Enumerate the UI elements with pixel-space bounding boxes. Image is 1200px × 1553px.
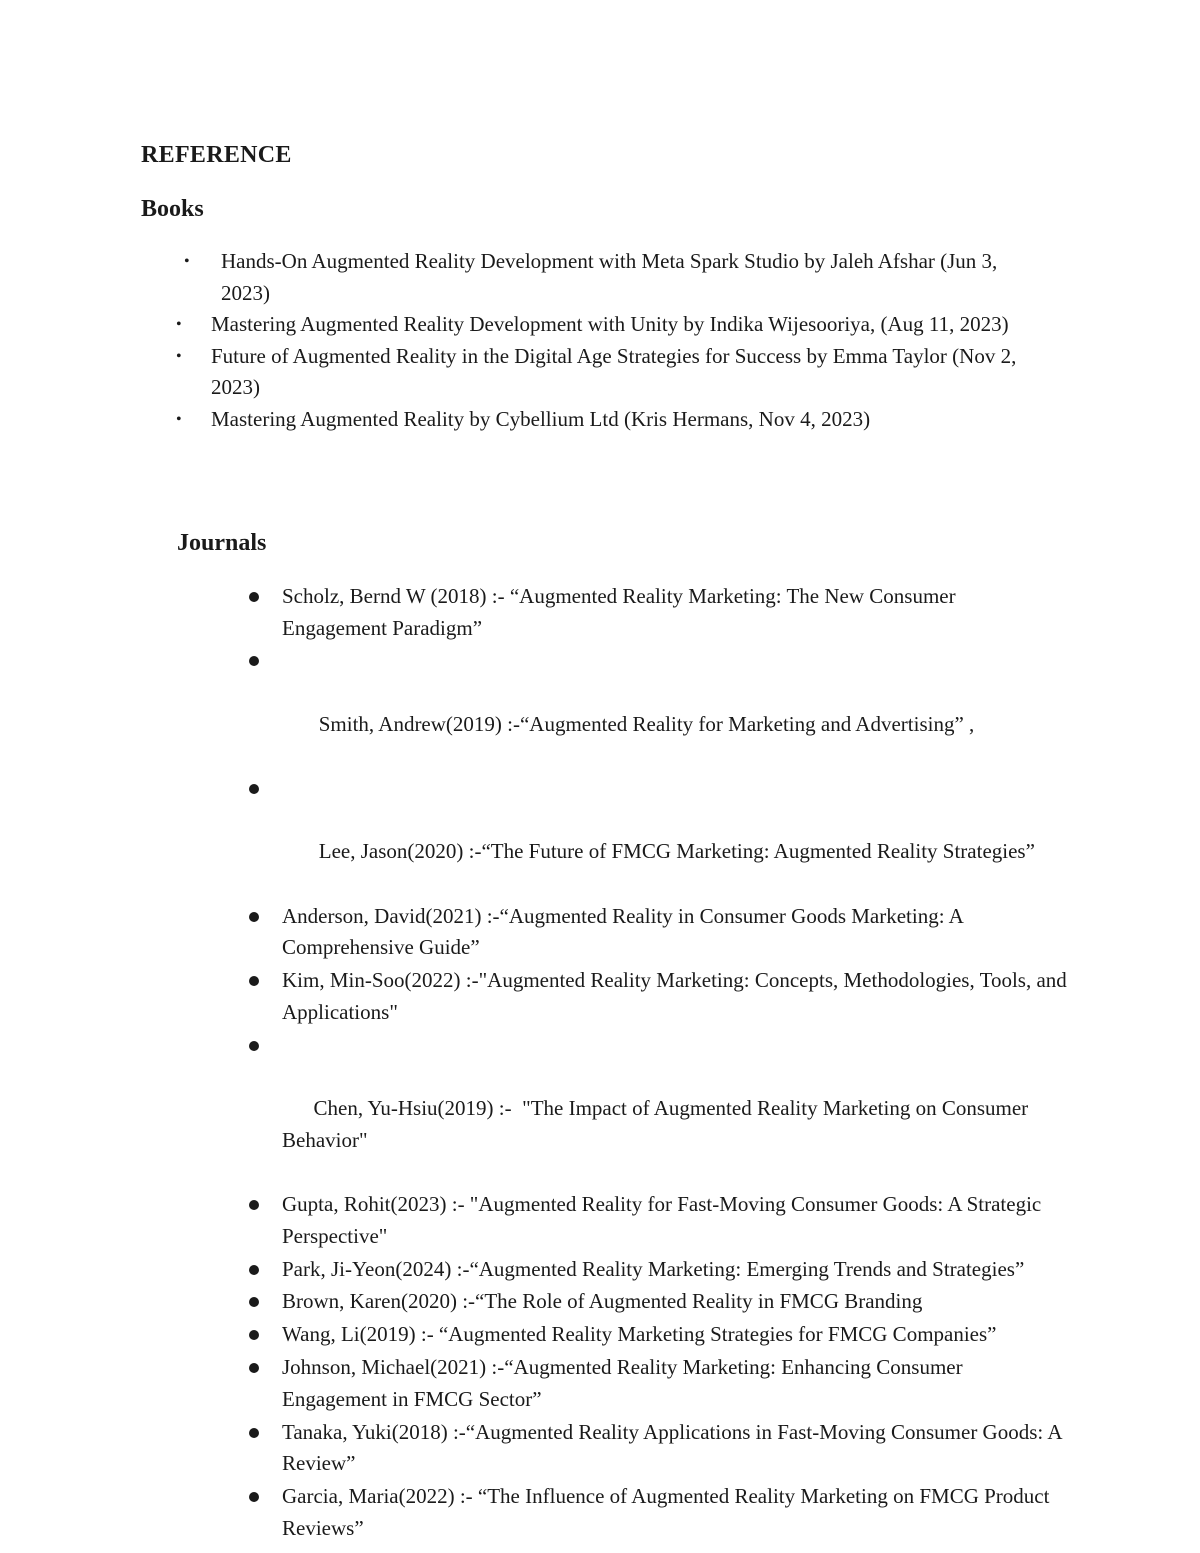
journals-list — [0, 581, 1072, 1546]
books-list — [0, 246, 1061, 435]
journal-citation: Chen, Yu-Hsiu(2019) :- "The Impact of Augmented Reality Marketing on Consumer Behavior" — [282, 1095, 1034, 1152]
journal-item — [0, 1189, 1062, 1252]
bullet-dot-icon — [249, 976, 259, 986]
journal-citation: Lee, Jason(2020) :-“The Future of FMCG Marketing: Augmented Reality Strategies” — [313, 839, 1035, 864]
bullet-dot-icon — [249, 912, 259, 922]
book-item — [0, 309, 1061, 341]
bullet-dot-icon — [249, 1428, 259, 1438]
journal-item — [0, 965, 1072, 1028]
book-citation: Mastering Augmented Reality by Cybellium Ltd (Kris Hermans, Nov 4, 2023) — [211, 406, 871, 431]
bullet-dot-icon — [249, 1330, 259, 1340]
journal-citation: Wang, Li(2019) :- “Augmented Reality Marketing Strategies for FMCG Companies” — [282, 1322, 997, 1347]
journal-citation: Brown, Karen(2020) :-“The Role of Augmented Reality in FMCG Branding — [282, 1289, 923, 1314]
book-citation: Hands-On Augmented Reality Development with Meta Spark Studio by Jaleh Afshar (Jun 3, 2023) — [221, 249, 998, 305]
book-citation: Mastering Augmented Reality Development with Unity by Indika Wijesooriya, (Aug 11, 2023) — [211, 312, 1009, 336]
journal-citation: Johnson, Michael(2021) :-“Augmented Reality Marketing: Enhancing Consumer Engagement in FMCG Sector” — [282, 1355, 963, 1411]
bullet-dot-icon — [249, 1041, 259, 1051]
journal-item — [0, 1254, 1062, 1286]
bullet-dot-icon — [249, 656, 259, 666]
journal-citation: Anderson, David(2021) :-“Augmented Reality in Consumer Goods Marketing: A Comprehensive Guide” — [282, 903, 963, 960]
book-item — [0, 404, 1061, 436]
journals-heading: Journals — [177, 530, 267, 556]
journal-item — [0, 1417, 1062, 1480]
journal-item — [0, 581, 1062, 644]
journal-citation: Tanaka, Yuki(2018) :-“Augmented Reality Applications in Fast-Moving Consumer Goods: A Review” — [282, 1419, 1062, 1476]
bullet-icon: • — [176, 410, 182, 428]
journal-item — [0, 1352, 1062, 1415]
journal-item — [0, 1286, 1062, 1318]
books-heading: Books — [141, 196, 204, 222]
journal-item — [0, 1319, 1062, 1351]
journal-item — [0, 1030, 1062, 1188]
journal-item — [0, 1481, 1062, 1544]
journal-citation: Scholz, Bernd W (2018) :- “Augmented Reality Marketing: The New Consumer Engagement Paradigm” — [282, 584, 956, 640]
bullet-dot-icon — [249, 592, 259, 602]
book-citation: Future of Augmented Reality in the Digital Age Strategies for Success by Emma Taylor (Nov 2, 2023) — [211, 343, 1017, 399]
bullet-dot-icon — [249, 1265, 259, 1275]
journal-citation: Smith, Andrew(2019) :-“Augmented Reality for Marketing and Advertising” , — [313, 711, 975, 736]
bullet-icon: • — [184, 253, 190, 270]
bullet-dot-icon — [249, 1297, 259, 1307]
bullet-icon: • — [176, 347, 182, 365]
bullet-dot-icon — [249, 784, 259, 794]
journal-citation: Gupta, Rohit(2023) :- "Augmented Reality for Fast-Moving Consumer Goods: A Strategic Perspective" — [282, 1192, 1042, 1248]
page-title: REFERENCE — [141, 142, 292, 168]
bullet-dot-icon — [249, 1200, 259, 1210]
bullet-dot-icon — [249, 1363, 259, 1373]
bullet-icon: • — [176, 316, 182, 333]
book-item — [0, 341, 1051, 404]
journal-item — [0, 901, 1062, 964]
bullet-dot-icon — [249, 1492, 259, 1502]
book-item — [0, 246, 1041, 309]
journal-item — [0, 773, 1062, 899]
journal-citation: Garcia, Maria(2022) :- “The Influence of Augmented Reality Marketing on FMCG Product Reviews” — [282, 1484, 1050, 1540]
journal-citation: Park, Ji-Yeon(2024) :-“Augmented Reality Marketing: Emerging Trends and Strategies” — [282, 1256, 1025, 1281]
journal-item — [0, 645, 1062, 771]
journal-citation: Kim, Min-Soo(2022) :-"Augmented Reality Marketing: Concepts, Methodologies, Tools, and Applications" — [282, 968, 1067, 1024]
